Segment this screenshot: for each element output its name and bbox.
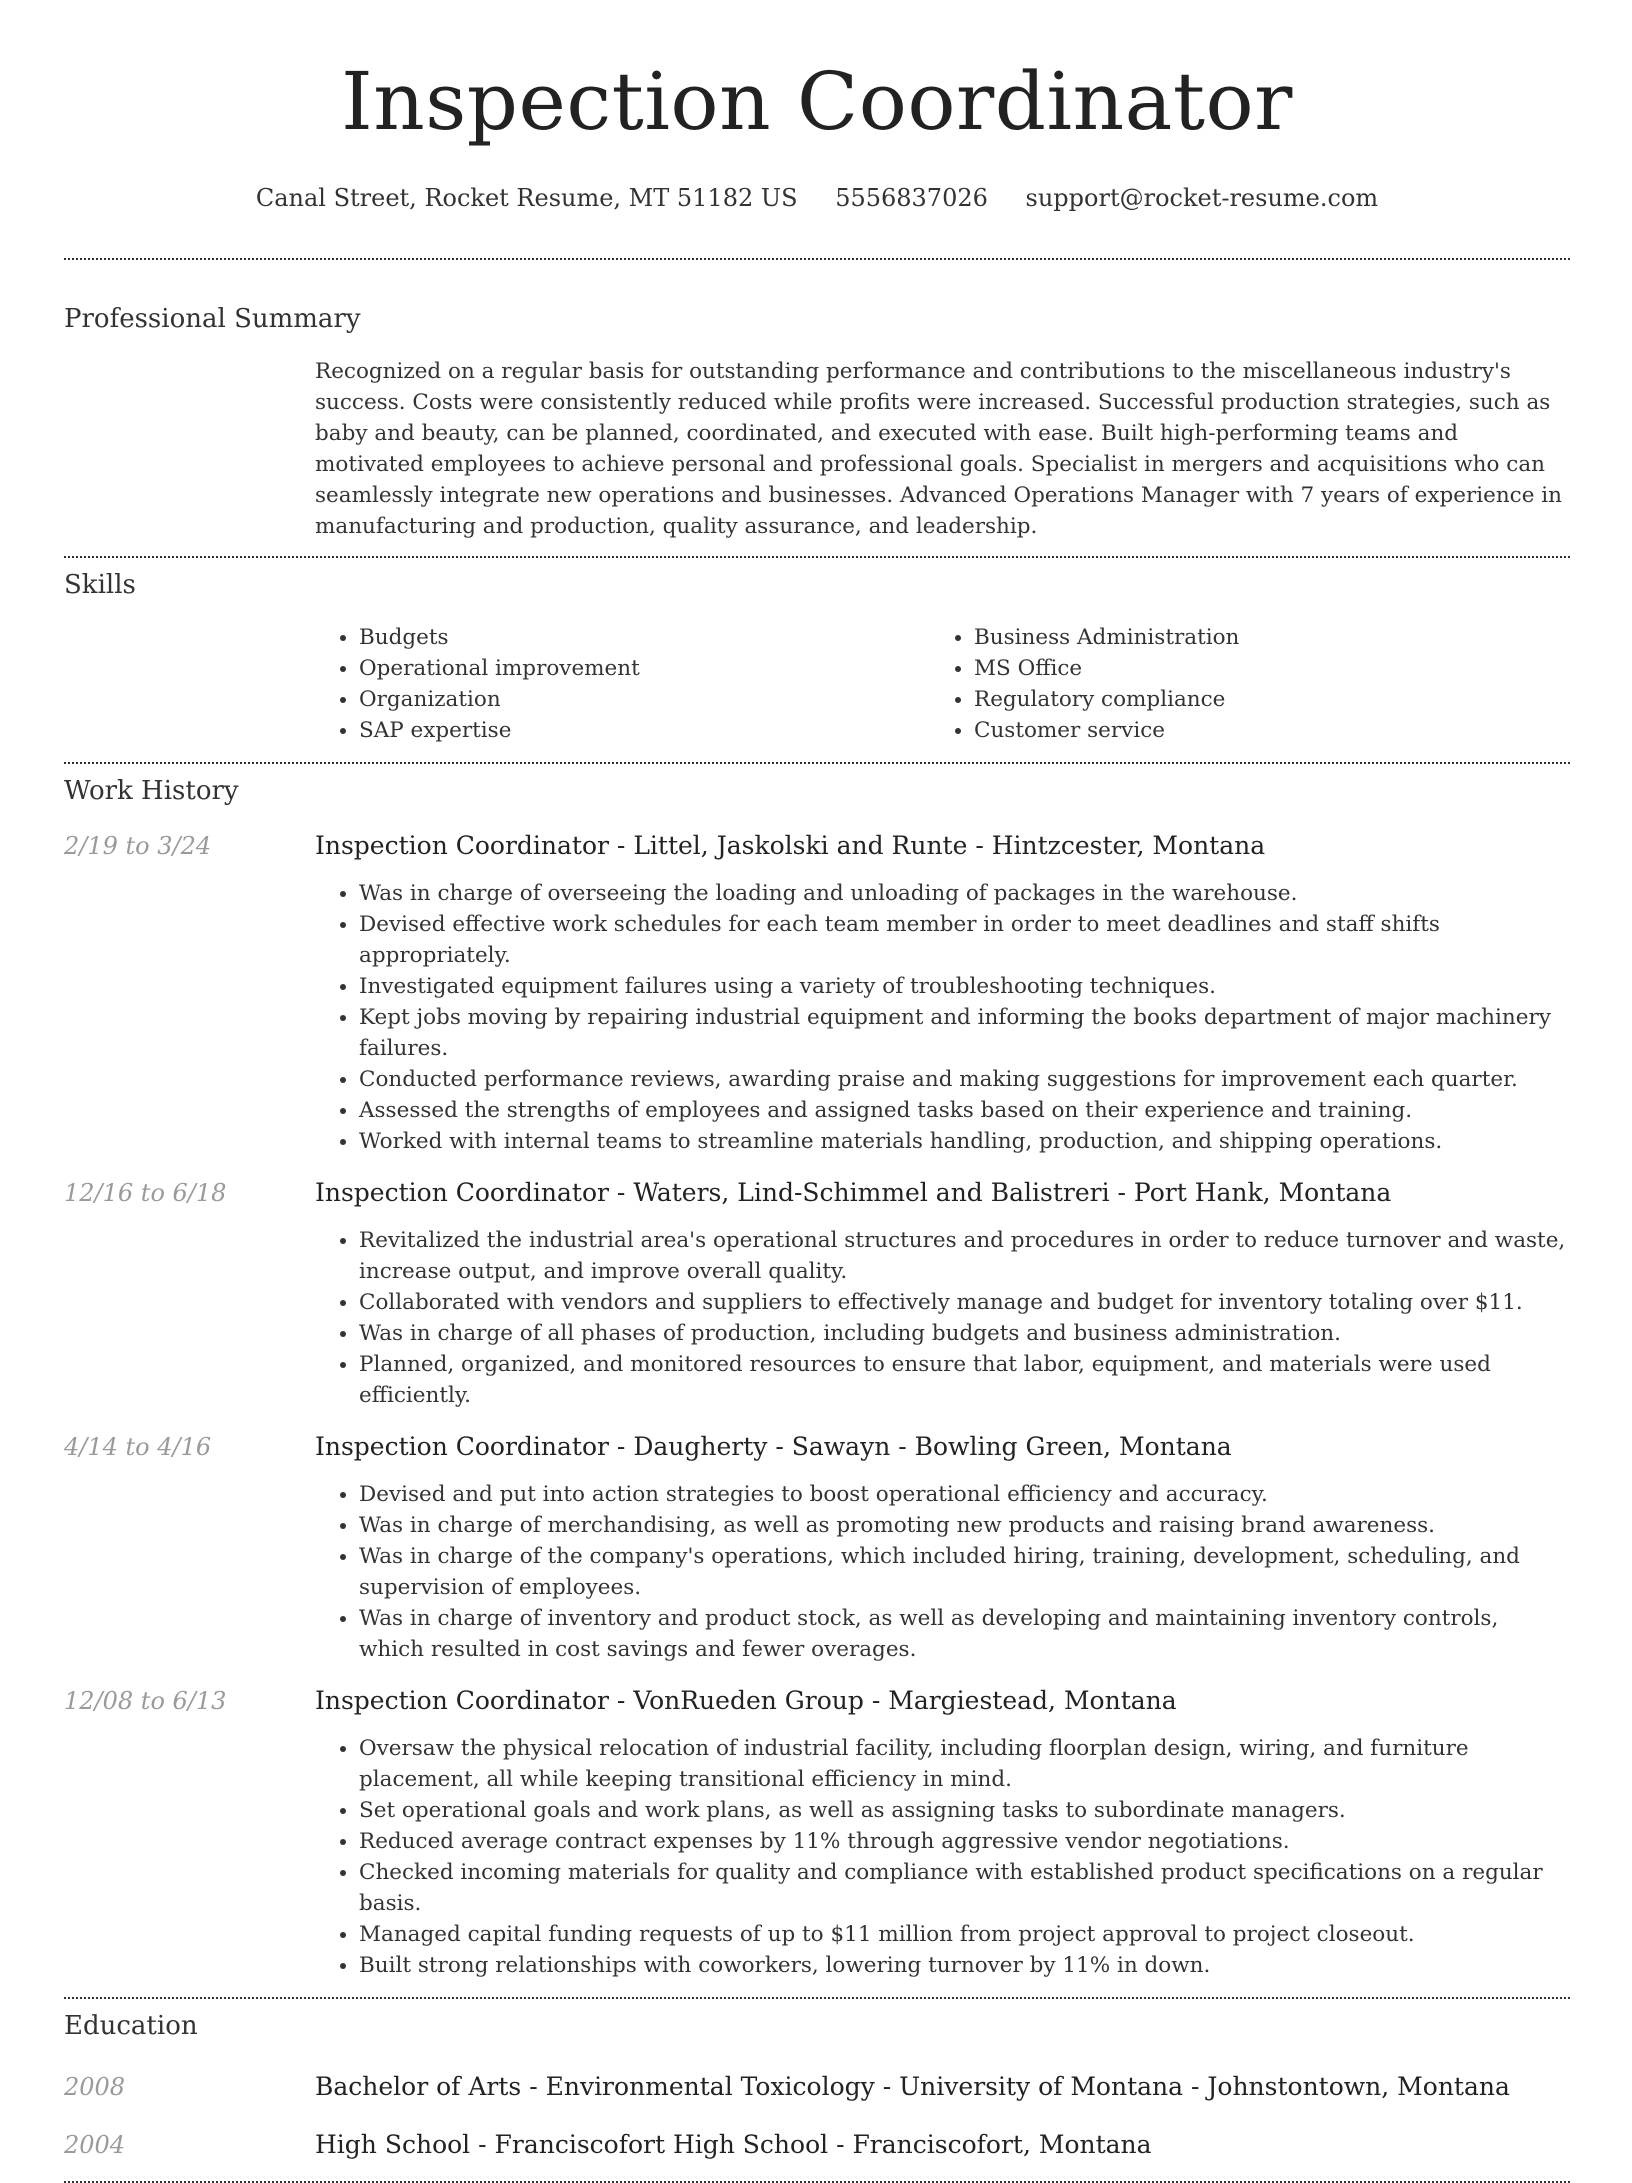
summary-heading: Professional Summary xyxy=(64,304,361,334)
job-bullet: • Was in charge of the company's operations, which included hiring, training, development, scheduling, and supervision of employees. xyxy=(359,1541,1570,1603)
job-bullet: • Oversaw the physical relocation of industrial facility, including floorplan design, wiring, and furniture placement, all while keeping transitional efficiency in mind. xyxy=(359,1733,1570,1795)
education-detail: Bachelor of Arts - Environmental Toxicology - University of Montana - Johnstontown, Montana xyxy=(315,2072,1510,2101)
skill-item: • Organization xyxy=(359,684,930,715)
job-bullet: • Worked with internal teams to streamline materials handling, production, and shipping operations. xyxy=(359,1126,1570,1157)
job-body xyxy=(315,1431,1570,1665)
resume-header xyxy=(64,0,1570,214)
education-detail: High School - Franciscofort High School - Franciscofort, Montana xyxy=(315,2130,1152,2159)
job-bullet: • Kept jobs moving by repairing industrial equipment and informing the books department of major machinery failures. xyxy=(359,1002,1570,1064)
job-title: Inspection Coordinator - VonRueden Group - Margiestead, Montana xyxy=(315,1686,1177,1715)
job-bullets xyxy=(315,1479,1570,1665)
candidate-name: Inspection Coordinator xyxy=(341,55,1293,148)
job-bullet: • Investigated equipment failures using a variety of troubleshooting techniques. xyxy=(359,971,1570,1002)
contact-email: support@rocket-resume.com xyxy=(1025,184,1379,212)
skills-columns xyxy=(315,622,1570,762)
skill-item: • SAP expertise xyxy=(359,715,930,746)
job-dates: 4/14 to 4/16 xyxy=(64,1433,212,1461)
job-bullet: • Set operational goals and work plans, as well as assigning tasks to subordinate managers. xyxy=(359,1795,1570,1826)
job-bullet: • Devised effective work schedules for each team member in order to meet deadlines and staff shifts appropriately. xyxy=(359,909,1570,971)
job-dates: 12/08 to 6/13 xyxy=(64,1687,227,1715)
job-bullet: • Planned, organized, and monitored resources to ensure that labor, equipment, and materials were used efficiently. xyxy=(359,1349,1570,1411)
skill-item: • Customer service xyxy=(974,715,1545,746)
job-bullet: • Was in charge of overseeing the loading and unloading of packages in the warehouse. xyxy=(359,878,1570,909)
summary-text: Recognized on a regular basis for outstanding performance and contributions to the miscellaneous industry's success. Costs were consistently reduced while profits were increased. Successful production strategies, such as baby and beauty, can be planned, coordinated, and executed with ease. Built high-performing teams and motivated employees to achieve personal and professional goals. Specialist in mergers and acquisitions who can seamlessly integrate new operations and businesses. Advanced Operations Manager with 7 years of experience in manufacturing and production, quality assurance, and leadership. xyxy=(315,359,1562,539)
work-history-heading: Work History xyxy=(64,776,239,806)
job-bullet: • Checked incoming materials for quality and compliance with established product specifications on a regular basis. xyxy=(359,1857,1570,1919)
job-body xyxy=(315,830,1570,1157)
skill-item: • MS Office xyxy=(974,653,1545,684)
job-bullet: • Was in charge of inventory and product stock, as well as developing and maintaining inventory controls, which resulted in cost savings and fewer overages. xyxy=(359,1603,1570,1665)
job-title: Inspection Coordinator - Littel, Jaskolski and Runte - Hintzcester, Montana xyxy=(315,831,1266,860)
job-entry xyxy=(64,1431,1570,1665)
job-bullet: • Was in charge of all phases of production, including budgets and business administration. xyxy=(359,1318,1570,1349)
job-bullet: • Reduced average contract expenses by 11% through aggressive vendor negotiations. xyxy=(359,1826,1570,1857)
contact-phone: 5556837026 xyxy=(835,184,988,212)
job-bullet: • Assessed the strengths of employees and assigned tasks based on their experience and training. xyxy=(359,1095,1570,1126)
contact-address: Canal Street, Rocket Resume, MT 51182 US xyxy=(255,184,798,212)
education-year: 2004 xyxy=(64,2131,126,2159)
job-entry xyxy=(64,830,1570,1157)
skill-item: • Budgets xyxy=(359,622,930,653)
job-bullets xyxy=(315,878,1570,1157)
skills-section xyxy=(64,558,1570,762)
job-title: Inspection Coordinator - Waters, Lind-Schimmel and Balistreri - Port Hank, Montana xyxy=(315,1178,1392,1207)
job-bullet: • Was in charge of merchandising, as well as promoting new products and raising brand awareness. xyxy=(359,1510,1570,1541)
job-bullets xyxy=(315,1225,1570,1411)
skill-item: • Regulatory compliance xyxy=(974,684,1545,715)
job-bullet: • Devised and put into action strategies to boost operational efficiency and accuracy. xyxy=(359,1479,1570,1510)
skill-item: • Business Administration xyxy=(974,622,1545,653)
job-bullet: • Revitalized the industrial area's operational structures and procedures in order to reduce turnover and waste, increase output, and improve overall quality. xyxy=(359,1225,1570,1287)
summary-section xyxy=(64,260,1570,556)
job-entry xyxy=(64,1177,1570,1411)
education-section xyxy=(64,1999,1570,2181)
job-title: Inspection Coordinator - Daugherty - Sawayn - Bowling Green, Montana xyxy=(315,1432,1232,1461)
skills-list-right xyxy=(930,622,1545,746)
spacer xyxy=(64,1981,1570,1997)
skill-item: • Operational improvement xyxy=(359,653,930,684)
job-bullet: • Conducted performance reviews, awarding praise and making suggestions for improvement each quarter. xyxy=(359,1064,1570,1095)
work-history-section xyxy=(64,764,1570,1997)
job-body xyxy=(315,1685,1570,1981)
skills-column-right xyxy=(930,622,1545,746)
job-bullets xyxy=(315,1733,1570,1981)
job-bullet: • Collaborated with vendors and suppliers to effectively manage and budget for inventory totaling over $11. xyxy=(359,1287,1570,1318)
skills-column-left xyxy=(315,622,930,746)
job-bullet: • Built strong relationships with coworkers, lowering turnover by 11% in down. xyxy=(359,1950,1570,1981)
skills-heading: Skills xyxy=(64,570,136,600)
job-entry xyxy=(64,1685,1570,1981)
job-body xyxy=(315,1177,1570,1411)
resume-page xyxy=(64,0,1570,2183)
spacer xyxy=(64,2161,1570,2181)
job-dates: 12/16 to 6/18 xyxy=(64,1179,227,1207)
education-entry xyxy=(64,2071,1570,2103)
job-bullet: • Managed capital funding requests of up to $11 million from project approval to project closeout. xyxy=(359,1919,1570,1950)
education-entry xyxy=(64,2129,1570,2161)
skills-list-left xyxy=(315,622,930,746)
contact-info xyxy=(64,182,1570,214)
education-heading: Education xyxy=(64,2011,198,2041)
job-dates: 2/19 to 3/24 xyxy=(64,832,212,860)
education-year: 2008 xyxy=(64,2073,126,2101)
